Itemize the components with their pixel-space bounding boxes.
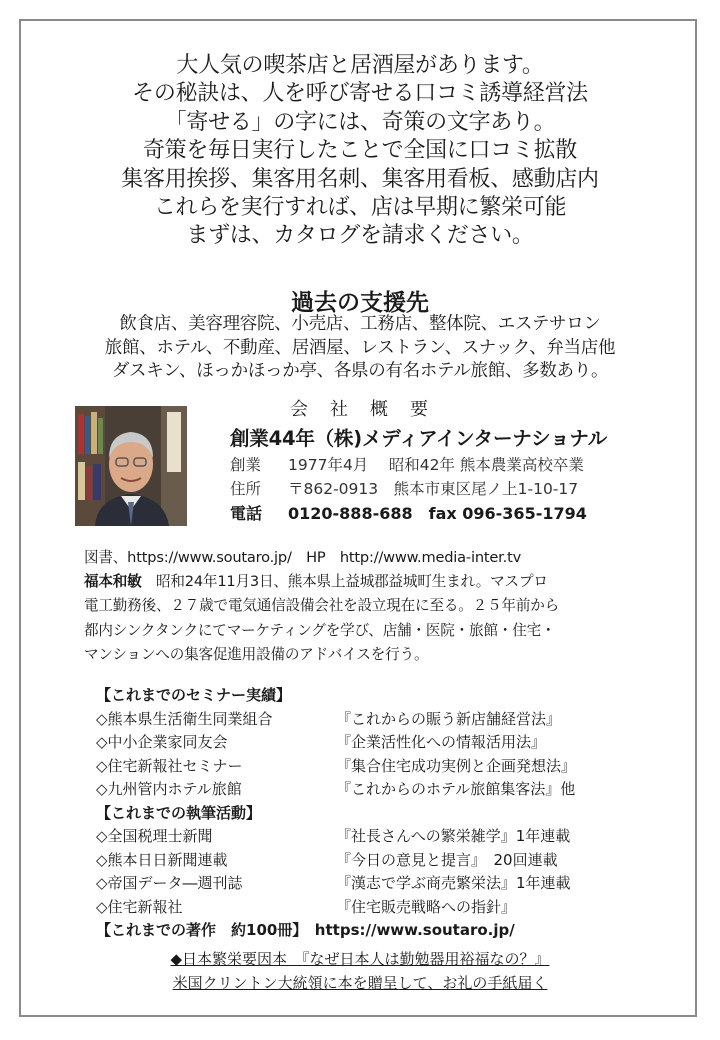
books-header: [96, 919, 656, 943]
seminar-org: ◇中小企業家同友会: [96, 733, 228, 751]
author-name: 福本和敏: [84, 573, 142, 591]
book-note: 米国クリントン大統領に本を贈呈して、お礼の手紙届く: [172, 974, 548, 992]
client-line: 飲食店、美容理容院、小売店、工務店、整体院、エステサロン: [119, 314, 601, 334]
client-line: ダスキン、ほっかほっか亭、各県の有名ホテル旅館、多数あり。: [111, 361, 609, 381]
address-key: 住所: [230, 480, 262, 498]
intro-line: まずは、カタログを請求ください。: [186, 223, 534, 249]
founded-row: [230, 453, 584, 475]
founded-key: 創業: [230, 456, 262, 474]
profile-heading: 会社概要: [290, 399, 450, 420]
intro-line: 大人気の喫茶店と居酒屋があります。: [176, 53, 544, 78]
support-title: 過去の支援先: [291, 290, 429, 316]
seminar-item: [96, 778, 656, 802]
biography: [84, 546, 684, 667]
seminar-title: 『企業活性化への情報活用法』: [336, 733, 547, 751]
client-list: [0, 313, 720, 384]
records-list: [96, 684, 656, 943]
section-header: 【これまでの著作 約100冊】 https://www.soutaro.jp/: [96, 921, 515, 939]
writing-title: 『住宅販売戦略への指針』: [336, 897, 517, 916]
portrait-illustration: [75, 406, 187, 526]
links-line: 図書、https://www.soutaro.jp/ HP http://www.media-inter.tv: [84, 549, 522, 566]
writing-item: [96, 872, 656, 896]
section-header: 【これまでの執筆活動】: [96, 803, 262, 822]
seminar-title: 『これからのホテル旅館集客法』他: [336, 780, 576, 798]
phone-row: [230, 501, 587, 524]
bio-line: [84, 570, 684, 594]
intro-block: [0, 52, 720, 251]
book-title-line: [0, 948, 720, 969]
seminars-header: [96, 684, 656, 708]
writing-item: [96, 896, 656, 920]
writing-item: [96, 825, 656, 849]
bio-line: マンションへの集客促進用設備のアドバイスを行う。: [84, 645, 429, 663]
writing-title: 『漢志で学ぶ商売繁栄法』1年連載: [336, 874, 571, 892]
seminar-item: [96, 755, 656, 779]
phone-key: 電話: [230, 504, 263, 523]
company-name: 創業44年（株)メディアインターナショナル: [230, 427, 607, 450]
bio-line: 電工勤務後、２７歳で電気通信設備会社を設立現在に至る。２５年前から: [84, 597, 559, 615]
seminar-org: ◇熊本県生活衛生同業組合: [96, 709, 273, 728]
phone-value: 0120-888-688 fax 096-365-1794: [288, 504, 587, 523]
writing-title: 『今日の意見と提言』 20回連載: [336, 850, 558, 869]
intro-line: 集客用挨拶、集客用名刺、集客用看板、感動店内: [121, 166, 599, 192]
seminar-item: [96, 731, 656, 755]
writing-org: ◇住宅新報社: [96, 897, 183, 916]
intro-line: これらを実行すれば、店は早期に繁栄可能: [153, 195, 567, 221]
intro-line: その秘訣は、人を呼び寄せる口コミ誘導経営法: [132, 81, 588, 107]
featured-book: ◆日本繁栄要因本 『なぜ日本人は勤勉器用裕福なの？』: [170, 950, 550, 968]
intro-line: 奇策を毎日実行したことで全国に口コミ拡散: [142, 138, 577, 164]
book-note-line: [0, 972, 720, 993]
intro-line: 「寄せる」の字には、奇策の文字あり。: [164, 109, 556, 135]
address-row: [230, 477, 578, 499]
client-line: 旅館、ホテル、不動産、居酒屋、レストラン、スナック、弁当店他: [104, 337, 616, 358]
seminar-title: 『集合住宅成功実例と企画発想法』: [336, 756, 577, 775]
writing-header: [96, 802, 656, 826]
bio-line: 都内シンクタンクにてマーケティングを学び、店舗・医院・旅館・住宅・: [84, 621, 556, 639]
portrait-photo: [75, 406, 187, 526]
seminar-title: 『これからの賑う新店舗経営法』: [336, 709, 562, 728]
seminar-org: ◇住宅新報社セミナー: [96, 756, 243, 775]
writing-item: [96, 849, 656, 873]
founded-value: 1977年4月 昭和42年 熊本農業高校卒業: [288, 456, 584, 474]
writing-org: ◇全国税理士新聞: [96, 827, 213, 845]
writing-org: ◇熊本日日新聞連載: [96, 850, 228, 869]
bio-text: 昭和24年11月3日、熊本県上益城郡益城町生まれ。マスプロ: [141, 573, 548, 591]
writing-org: ◇帝国データ―週刊誌: [96, 874, 243, 892]
seminar-item: [96, 708, 656, 732]
address-value: 〒862-0913 熊本市東区尾ノ上1-10-17: [288, 480, 579, 498]
section-header: 【これまでのセミナー実績】: [96, 686, 292, 704]
seminar-org: ◇九州管内ホテル旅館: [96, 780, 242, 798]
writing-title: 『社長さんへの繁栄雑学』1年連載: [336, 827, 571, 845]
